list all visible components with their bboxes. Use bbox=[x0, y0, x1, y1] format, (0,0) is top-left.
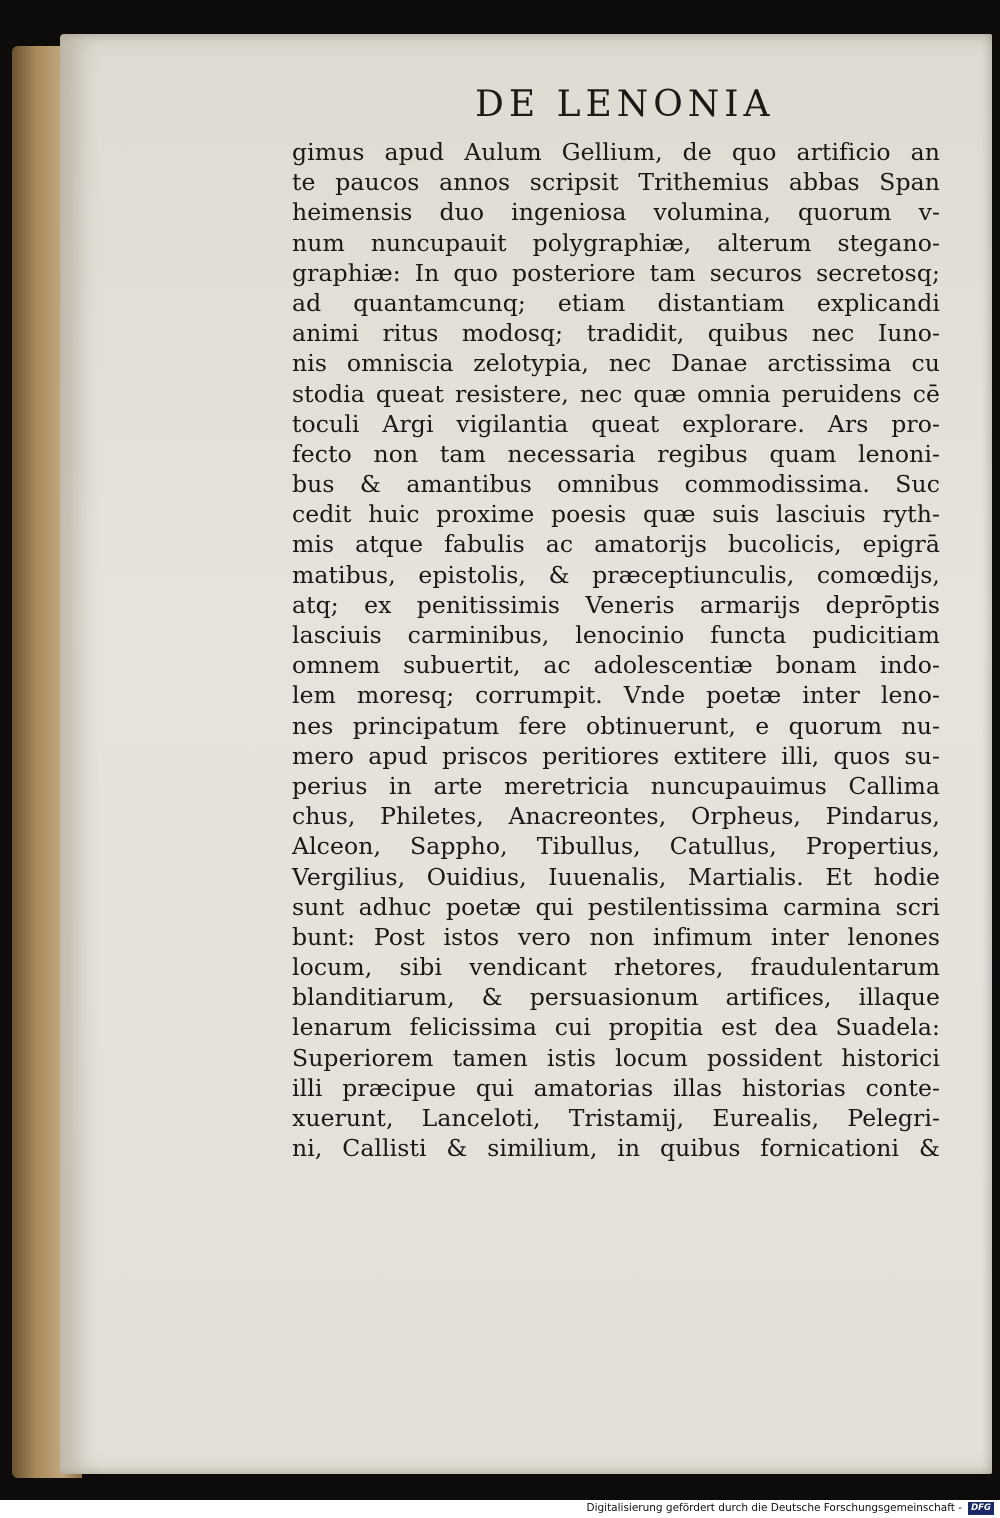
text-line: Superiorem tamen istis locum possident historici bbox=[292, 1043, 940, 1072]
text-line: ni, Callisti & similium, in quibus fornicationi & bbox=[292, 1134, 940, 1163]
text-line: lem moresq; corrumpit. Vnde poetæ inter leno- bbox=[292, 681, 940, 710]
text-line: chus, Philetes, Anacreontes, Orpheus, Pindarus, bbox=[292, 802, 940, 831]
text-line: heimensis duo ingeniosa volumina, quorum v- bbox=[292, 198, 940, 227]
text-line: num nuncupauit polygraphiæ, alterum stegano- bbox=[292, 228, 940, 257]
text-line: Alceon, Sappho, Tibullus, Catullus, Propertius, bbox=[292, 832, 940, 861]
body-text bbox=[292, 137, 940, 1163]
text-line: mis atque fabulis ac amatorijs bucolicis, epigrā bbox=[292, 530, 940, 559]
text-line: sunt adhuc poetæ qui pestilentissima carmina scri bbox=[292, 892, 940, 921]
text-line: stodia queat resistere, nec quæ omnia peruidens cē bbox=[292, 379, 940, 408]
text-line: lenarum felicissima cui propitia est dea Suadela: bbox=[292, 1013, 940, 1042]
text-line: cedit huic proxime poesis quæ suis lasciuis ryth- bbox=[292, 500, 940, 529]
text-line: illi præcipue qui amatorias illas historias conte- bbox=[292, 1073, 940, 1102]
text-line: bus & amantibus omnibus commodissima. Suc bbox=[292, 470, 940, 499]
text-line: locum, sibi vendicant rhetores, fraudulentarum bbox=[292, 953, 940, 982]
text-line: lasciuis carminibus, lenocinio functa pudicitiam bbox=[292, 621, 940, 649]
footer-credit: Digitalisierung gefördert durch die Deutsche Forschungsgemeinschaft - bbox=[586, 1502, 962, 1514]
text-line: fecto non tam necessaria regibus quam lenoni- bbox=[292, 439, 940, 468]
text-line: bunt: Post istos vero non infimum inter lenones bbox=[292, 922, 940, 951]
text-line: perius in arte meretricia nuncupauimus Callima bbox=[292, 771, 940, 800]
text-line: mero apud priscos peritiores extitere illi, quos su- bbox=[292, 741, 940, 770]
dfg-logo-icon: DFG bbox=[968, 1502, 994, 1515]
text-line: Vergilius, Ouidius, Iuuenalis, Martialis. Et hodie bbox=[292, 862, 940, 891]
text-line: animi ritus modosq; tradidit, quibus nec Iuno- bbox=[292, 319, 940, 348]
text-line: atq; ex penitissimis Veneris armarijs deprōptis bbox=[292, 590, 940, 619]
text-line: matibus, epistolis, & præceptiunculis, comœdijs, bbox=[292, 560, 940, 589]
digitization-footer bbox=[0, 1500, 1000, 1518]
text-line: ad quantamcunq; etiam distantiam explicandi bbox=[292, 288, 940, 317]
text-line: te paucos annos scripsit Trithemius abbas Span bbox=[292, 168, 940, 197]
text-line: nes principatum fere obtinuerunt, e quorum nu- bbox=[292, 711, 940, 740]
running-head: DE LENONIA bbox=[475, 84, 775, 125]
text-line: toculi Argi vigilantia queat explorare. Ars pro- bbox=[292, 409, 940, 438]
text-line: blanditiarum, & persuasionum artifices, illaque bbox=[292, 983, 940, 1012]
text-line: nis omniscia zelotypia, nec Danae arctissima cu bbox=[292, 349, 940, 378]
text-line: omnem subuertit, ac adolescentiæ bonam indo- bbox=[292, 651, 940, 680]
text-line: gimus apud Aulum Gellium, de quo artificio an bbox=[292, 138, 940, 166]
text-line: graphiæ: In quo posteriore tam securos secretosq; bbox=[292, 258, 940, 287]
text-line: xuerunt, Lanceloti, Tristamij, Eurealis, Pelegri- bbox=[292, 1104, 940, 1132]
